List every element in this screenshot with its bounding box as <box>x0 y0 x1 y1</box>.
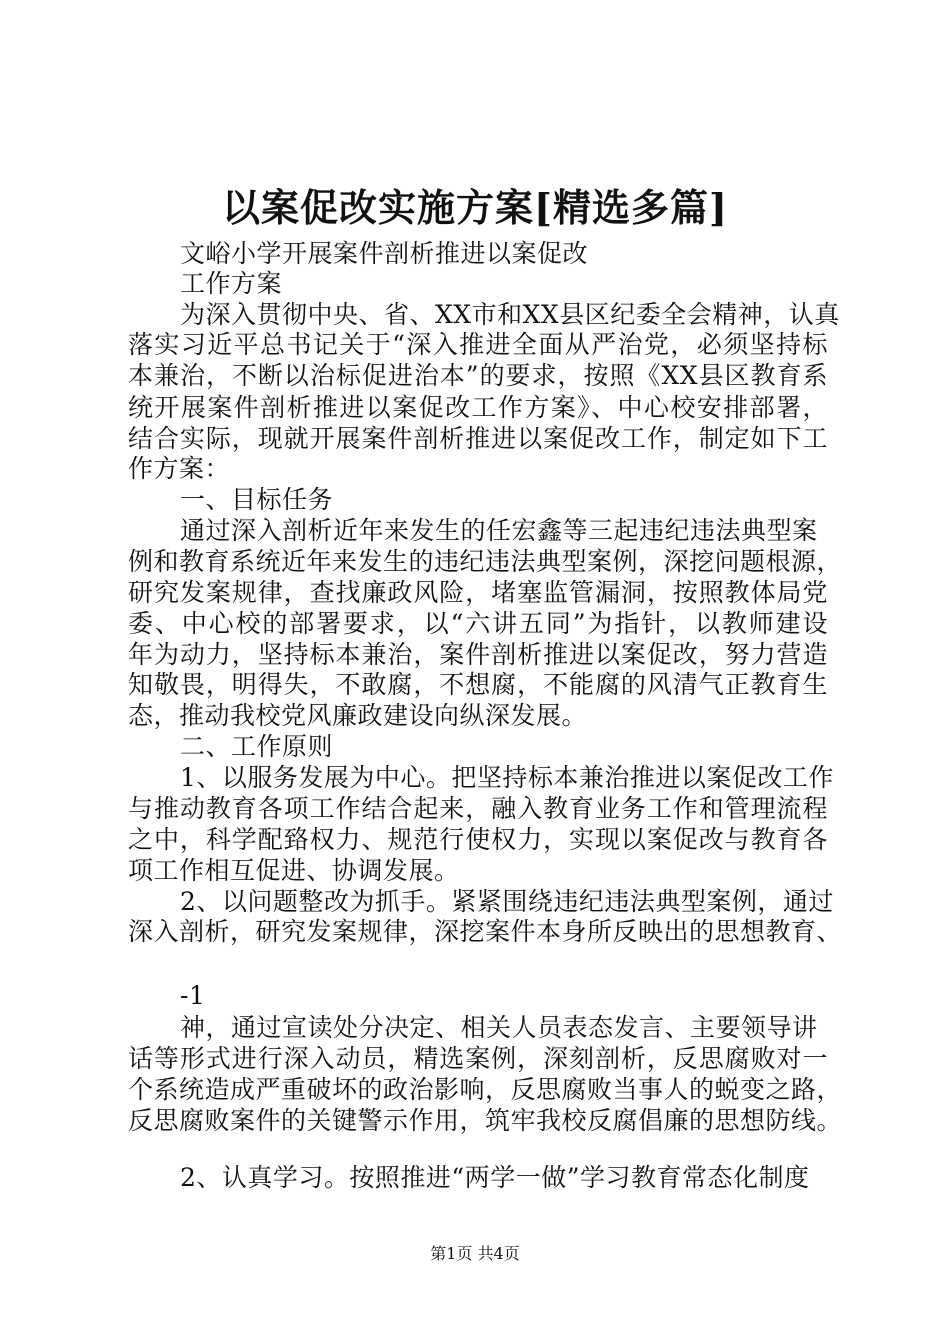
body-line: 作方案： <box>128 454 231 483</box>
section-heading: 一、目标任务 <box>180 485 334 514</box>
body-line: 委、中心校的部署要求，以“六讲五同”为指针，以教师建设 <box>128 609 828 638</box>
body-line: 落实习近平总书记关于“深入推进全面从严治党，必须坚持标 <box>128 330 828 359</box>
body-line: 为深入贯彻中央、省、XX市和XX县区纪委全会精神，认真 <box>180 300 840 329</box>
body-line: 文峪小学开展案件剖析推进以案促改 <box>180 239 589 268</box>
body-line: 反思腐败案件的关键警示作用，筑牢我校反腐倡廉的思想防线。 <box>128 1106 843 1135</box>
section-heading: 二、工作原则 <box>180 732 334 761</box>
body-line: 知敬畏，明得失，不敢腐，不想腐，不能腐的风清气正教育生 <box>128 670 828 699</box>
body-line: 年为动力，坚持标本兼治，案件剖析推进以案促改，努力营造 <box>128 640 828 669</box>
body-line: 话等形式进行深入动员，精选案例，深刻剖析，反思腐败对一 <box>128 1044 828 1073</box>
body-line: 例和教育系统近年来发生的违纪违法典型案例，深挖问题根源， <box>128 547 843 576</box>
body-line: 深入剖析，研究发案规律，深挖案件本身所反映出的思想教育、 <box>128 917 843 946</box>
body-line: 2、认真学习。按照推进“两学一做”学习教育常态化制度 <box>180 1163 810 1192</box>
body-line: 工作方案 <box>180 269 283 298</box>
body-line: 与推动教育各项工作结合起来，融入教育业务工作和管理流程 <box>128 794 828 823</box>
page-marker: -1 <box>180 981 206 1010</box>
body-line: 之中，科学配臵权力、规范行使权力，实现以案促改与教育各 <box>128 825 828 854</box>
body-line: 个系统造成严重破坏的政治影响，反思腐败当事人的蜕变之路， <box>128 1075 843 1104</box>
body-line: 研究发案规律，查找廉政风险，堵塞监管漏洞，按照教体局党 <box>128 578 828 607</box>
body-line: 2、以问题整改为抓手。紧紧围绕违纪违法典型案例，通过 <box>180 887 834 916</box>
document-title: 以案促改实施方案[精选多篇] <box>222 185 728 230</box>
body-line: 项工作相互促进、协调发展。 <box>128 856 460 885</box>
body-line: 态，推动我校党风廉政建设向纵深发展。 <box>128 701 588 730</box>
body-line: 本兼治，不断以治标促进治本”的要求，按照《XX县区教育系 <box>128 361 828 390</box>
body-line: 神，通过宣读处分决定、相关人员表态发言、主要领导讲 <box>180 1013 818 1042</box>
body-line: 结合实际，现就开展案件剖析推进以案促改工作，制定如下工 <box>128 424 828 453</box>
page-footer: 第1页 共4页 <box>430 1244 520 1263</box>
body-line: 统开展案件剖析推进以案促改工作方案》、中心校安排部署， <box>128 393 828 422</box>
body-line: 1、以服务发展为中心。把坚持标本兼治推进以案促改工作 <box>180 763 834 792</box>
body-line: 通过深入剖析近年来发生的任宏鑫等三起违纪违法典型案 <box>180 516 818 545</box>
